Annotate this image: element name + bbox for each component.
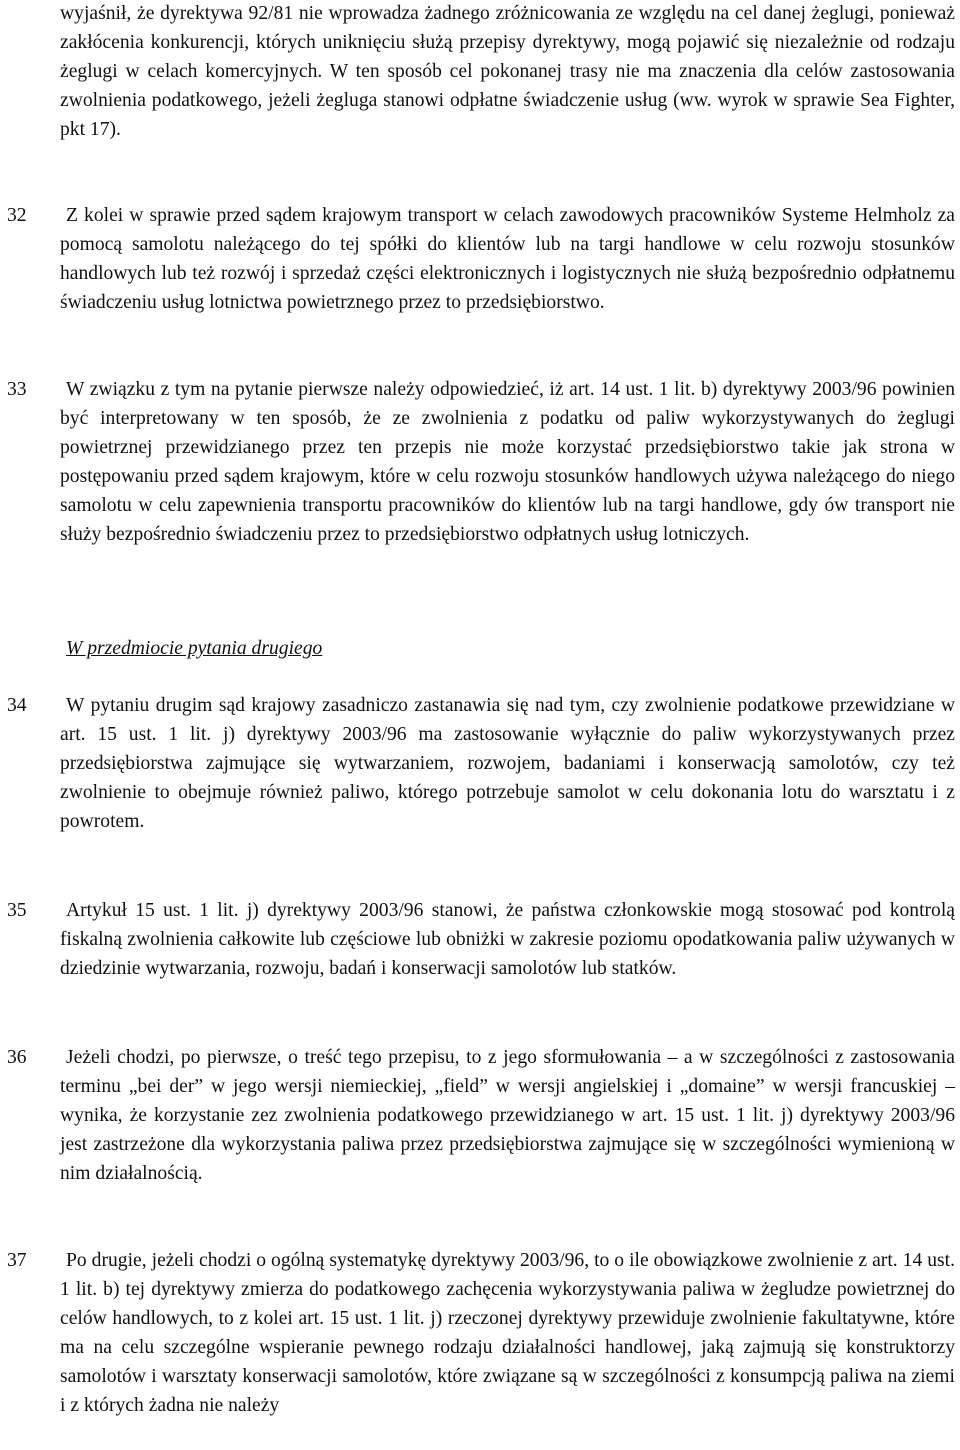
paragraph-32-text: Z kolei w sprawie przed sądem krajowym transport w celach zawodowych pracowników Systeme Helmholz za pomocą samolotu należącego do tej spółki do klientów lub na targi handlowe w celu rozwoju stosunków handlowych lub też rozwój i sprzedaż części elektronicznych i logistycznych nie służą bezpośrednio odpłatnemu świadczeniu usług lotnictwa powietrznego przez to przedsiębiorstwo. (60, 205, 955, 313)
paragraph-35-text: Artykuł 15 ust. 1 lit. j) dyrektywy 2003/96 stanowi, że państwa członkowskie mogą stosować pod kontrolą fiskalną zwolnienia całkowite lub częściowe lub obniżki w zakresie poziomu opodatkowania paliw używanych w dziedzinie wytwarzania, rozwoju, badań i konserwacji samolotów lub statków. (60, 900, 955, 979)
section-heading: W przedmiocie pytania drugiego (66, 638, 323, 659)
paragraph-number-32: 32 (7, 205, 27, 226)
paragraph-number-35: 35 (7, 900, 27, 921)
paragraph-number-37: 37 (7, 1250, 27, 1271)
paragraph-33-text: W związku z tym na pytanie pierwsze należy odpowiedzieć, iż art. 14 ust. 1 lit. b) dyrektywy 2003/96 powinien być interpretowany w ten sposób, że ze zwolnienia z podatku od paliw wykorzystywanych do żeglugi powietrznej przewidzianego przez ten przepis nie może korzystać przedsiębiorstwo takie jak strona w postępowaniu przed sądem krajowym, które w celu rozwoju stosunków handlowych używa należącego do niego samolotu w celu zapewnienia transportu pracowników do klientów lub na targi handlowe, gdy ów transport nie służy bezpośrednio świadczeniu przez to przedsiębiorstwo odpłatnych usług lotniczych. (60, 379, 955, 545)
paragraph-34-text: W pytaniu drugim sąd krajowy zasadniczo zastanawia się nad tym, czy zwolnienie podatkowe przewidziane w art. 15 ust. 1 lit. j) dyrektywy 2003/96 ma zastosowanie wyłącznie do paliw wykorzystywanych przez przedsiębiorstwa zajmujące się wytwarzaniem, rozwojem, badaniami i konserwacją samolotów, czy też zwolnienie to obejmuje również paliwo, którego potrzebuje samolot w celu dokonania lotu do warsztatu i z powrotem. (60, 695, 955, 832)
paragraph-number-33: 33 (7, 379, 27, 400)
intro-paragraph: wyjaśnił, że dyrektywa 92/81 nie wprowadza żadnego zróżnicowania ze względu na cel danej żeglugi, ponieważ zakłócenia konkurencji, których uniknięciu służą przepisy dyrektywy, mogą pojawić się niezależnie od rodzaju żeglugi w celach komercyjnych. W ten sposób cel pokonanej trasy nie ma znaczenia dla celów zastosowania zwolnienia podatkowego, jeżeli żegluga stanowi odpłatne świadczenie usług (ww. wyrok w sprawie Sea Fighter, pkt 17). (60, 3, 955, 140)
paragraph-number-34: 34 (7, 695, 27, 716)
paragraph-number-36: 36 (7, 1047, 27, 1068)
paragraph-36-text: Jeżeli chodzi, po pierwsze, o treść tego przepisu, to z jego sformułowania – a w szczególności z zastosowania terminu „bei der” w jego wersji niemieckiej, „field” w wersji angielskiej i „domaine” w wersji francuskiej – wynika, że korzystanie zez zwolnienia podatkowego przewidzianego w art. 15 ust. 1 lit. j) dyrektywy 2003/96 jest zastrzeżone dla wykorzystania paliwa przez przedsiębiorstwa zajmujące się w szczególności wymienioną w nim działalnością. (60, 1047, 955, 1184)
paragraph-37-text: Po drugie, jeżeli chodzi o ogólną systematykę dyrektywy 2003/96, to o ile obowiązkowe zwolnienie z art. 14 ust. 1 lit. b) tej dyrektywy zmierza do podatkowego zachęcenia wykorzystywania paliwa w żegludze powietrznej do celów handlowych, to z kolei art. 15 ust. 1 lit. j) rzeczonej dyrektywy przewiduje zwolnienie fakultatywne, które ma na celu szczególne wspieranie pewnego rodzaju działalności handlowej, jaką zajmują się konstruktorzy samolotów i warsztaty konserwacji samolotów, które związane są w szczególności z konsumpcją paliwa na ziemi i z których żadna nie należy (60, 1250, 955, 1416)
